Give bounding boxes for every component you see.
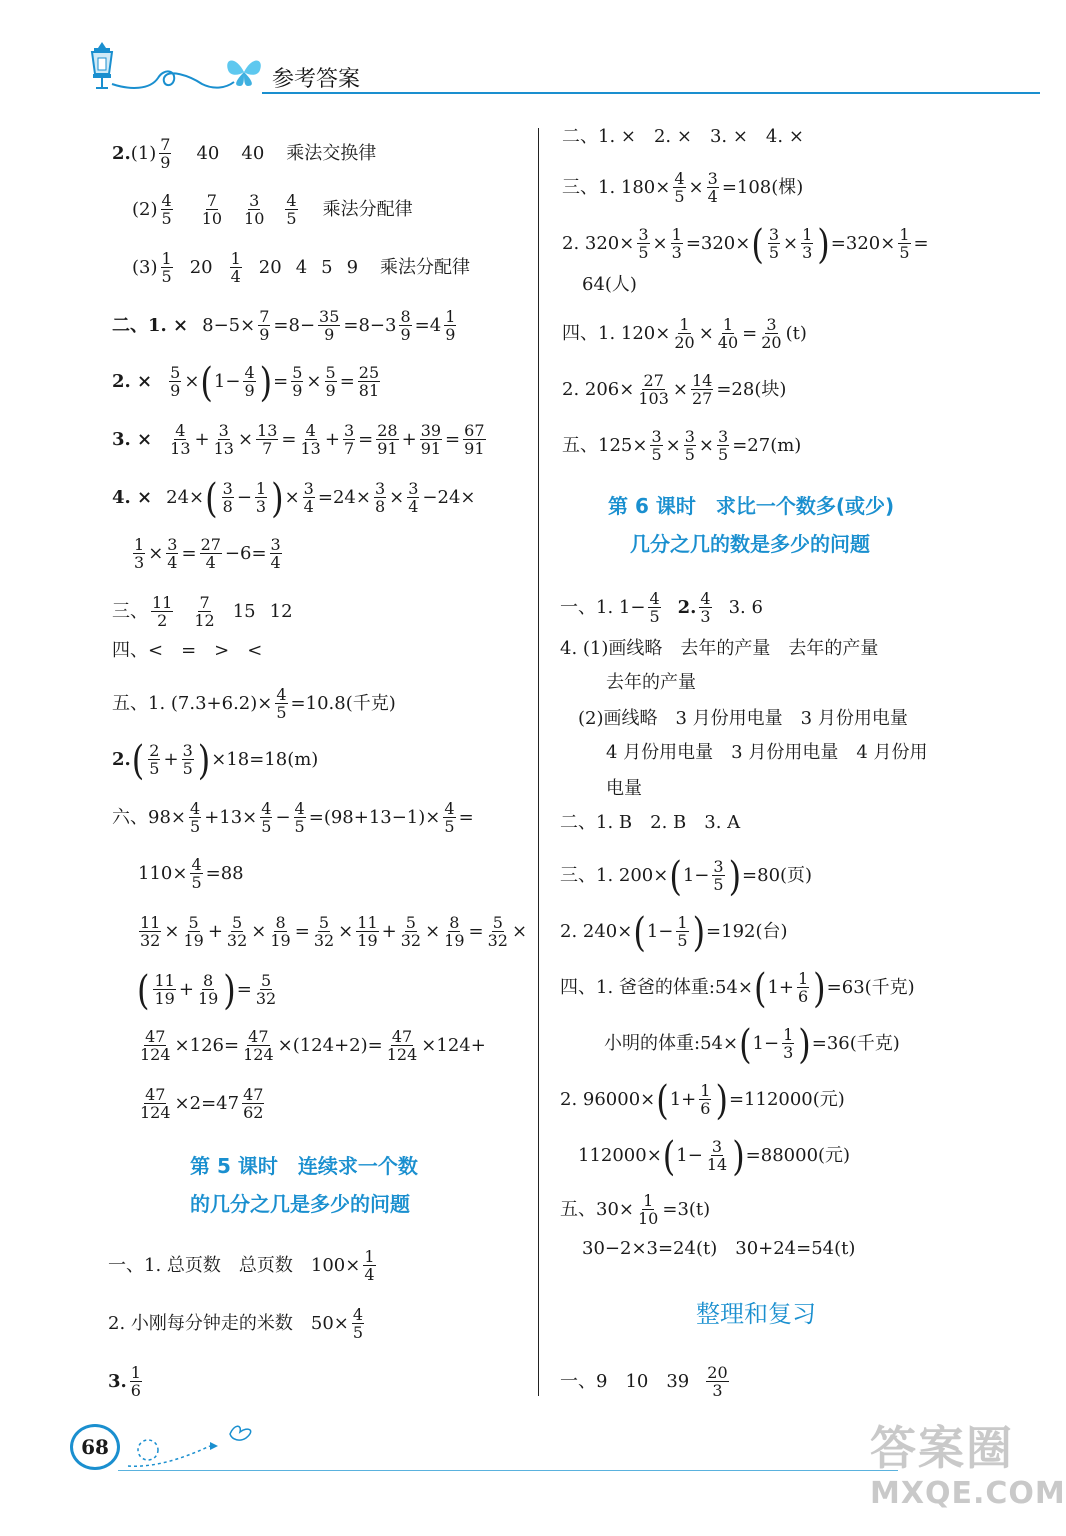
answer-line: 3. $\frac{1}{6}$ — [108, 1363, 141, 1400]
section-heading: 第 5 课时 连续求一个数 — [190, 1154, 418, 1178]
section-heading: 几分之几的数是多少的问题 — [630, 532, 870, 556]
answer-line: $\frac{11}{32}$ × $\frac{5}{19}$ + $\frac{5}{32}$ × $\frac{8}{19}$ = $\frac{5}{32}$ × $\frac{11}{19}$ + $\frac{5}{32}$ × $\frac{8}{19}$ = $\frac{5}{32}$ × — [140, 913, 528, 950]
answer-line: 一、9 10 39 $\frac{20}{3}$ — [560, 1363, 728, 1400]
answer-line: 去年的产量 — [606, 672, 696, 693]
answer-line: 五、30× $\frac{1}{10}$ =3(t) — [560, 1191, 711, 1228]
answer-line: 五、1. (7.3+6.2)× $\frac{4}{5}$ =10.8(千克) — [112, 685, 396, 722]
watermark-logo: 答案圈 MXQE.COM — [870, 1421, 1066, 1511]
answer-line: (2)画线略 3 月份用电量 3 月份用电量 — [578, 708, 908, 729]
answer-line: 2. (1) $\frac{7}{9}$ 40 40 乘法交换律 — [112, 135, 377, 172]
butterfly-icon — [222, 54, 266, 90]
answer-line: 小明的体重:54× ( 1− $\frac{1}{3}$ ) =36(千克) — [604, 1019, 900, 1068]
answer-line: (2) $\frac{4}{5}$ $\frac{7}{10}$ $\frac{3}{10}$ $\frac{4}{5}$ 乘法分配律 — [132, 191, 413, 228]
answer-line: 二、1. × 2. × 3. × 4. × — [562, 126, 804, 147]
answer-line: 2. 320× $\frac{3}{5}$ × $\frac{1}{3}$ =320× ( $\frac{3}{5}$ × $\frac{1}{3}$ ) =320× $\frac{1}{5}$ = — [562, 219, 929, 268]
answer-line: 112000× ( 1− $\frac{3}{14}$ ) =88000(元) — [578, 1131, 851, 1180]
answer-line: 三、1. 200× ( 1− $\frac{3}{5}$ ) =80(页) — [560, 851, 813, 900]
column-divider — [538, 128, 539, 1396]
answer-line: 四、< = > < — [112, 640, 263, 661]
answer-line: 30−2×3=24(t) 30+24=54(t) — [582, 1238, 856, 1259]
answer-line: 64(人) — [582, 274, 637, 295]
answer-line: (3) $\frac{1}{5}$ 20 $\frac{1}{4}$ 20 4 5 9 乘法分配律 — [132, 249, 471, 286]
answer-line: 3. × $\frac{4}{13}$ + $\frac{3}{13}$ × $\frac{13}{7}$ = $\frac{4}{13}$ + $\frac{3}{7}$ = $\frac{28}{91}$ + $\frac{39}{91}$ = $\frac{67}{91}$ — [112, 421, 485, 458]
answer-line: 110× $\frac{4}{5}$ =88 — [138, 855, 244, 892]
swirl-decoration-icon — [110, 54, 240, 94]
answer-line: 五、125× $\frac{3}{5}$ × $\frac{3}{5}$ × $\frac{3}{5}$ =27(m) — [562, 427, 802, 464]
answer-line: $\frac{1}{3}$ × $\frac{3}{4}$ = $\frac{27}{4}$ −6= $\frac{3}{4}$ — [134, 535, 281, 572]
answer-line: 四、1. 120× $\frac{1}{20}$ × $\frac{1}{40}$ = $\frac{3}{20}$ (t) — [562, 315, 807, 352]
answer-line: 六、98× $\frac{4}{5}$ +13× $\frac{4}{5}$ − $\frac{4}{5}$ =(98+13−1)× $\frac{4}{5}$ = — [112, 799, 474, 836]
answer-line: 二、1. B 2. B 3. A — [560, 812, 741, 833]
header-rule — [262, 92, 1040, 94]
section-heading: 第 6 课时 求比一个数多(或少) — [608, 494, 895, 518]
answer-line: 四、1. 爸爸的体重:54× ( 1+ $\frac{1}{6}$ ) =63(千克) — [560, 963, 915, 1012]
page-number: 68 — [70, 1424, 120, 1470]
answer-line: 2. × $\frac{5}{9}$ × ( 1− $\frac{4}{9}$ ) = $\frac{5}{9}$ × $\frac{5}{9}$ = $\frac{25}{81}$ — [112, 357, 380, 406]
page-header — [0, 0, 1041, 110]
answer-line: 4. (1)画线略 去年的产量 去年的产量 — [560, 638, 879, 659]
footer-swirl-icon — [118, 1416, 268, 1472]
answer-line: 电量 — [606, 778, 642, 799]
answer-line: 4. × 24× ( $\frac{3}{8}$ − $\frac{1}{3}$ ) × $\frac{3}{4}$ =24× $\frac{3}{8}$ × $\frac{3}{4}$ −24× — [112, 473, 476, 522]
answer-line: $\frac{47}{124}$ ×126= $\frac{47}{124}$ ×(124+2)= $\frac{47}{124}$ ×124+ — [140, 1027, 486, 1064]
answer-line: 2. 96000× ( 1+ $\frac{1}{6}$ ) =112000(元) — [560, 1075, 845, 1124]
answer-line: $\frac{47}{124}$ ×2=47 $\frac{47}{62}$ — [140, 1085, 264, 1122]
answer-line: 4 月份用电量 3 月份用电量 4 月份用 — [606, 742, 928, 763]
footer-rule — [118, 1470, 898, 1471]
answer-line: 二、1. × 8−5× $\frac{7}{9}$ =8− $\frac{35}{9}$ =8−3 $\frac{8}{9}$ =4 $\frac{1}{9}$ — [112, 307, 456, 344]
answer-line: 2. 小刚每分钟走的米数 50× $\frac{4}{5}$ — [108, 1305, 364, 1342]
answer-line: 一、1. 总页数 总页数 100× $\frac{1}{4}$ — [108, 1247, 375, 1284]
answer-line: 三、 $\frac{11}{2}$ $\frac{7}{12}$ 15 12 — [112, 593, 293, 630]
answer-line: 一、1. 1− $\frac{4}{5}$ 2. $\frac{4}{3}$ 3. 6 — [560, 589, 763, 626]
answer-line: 2. 206× $\frac{27}{103}$ × $\frac{14}{27}$ =28(块) — [562, 371, 787, 408]
header-title: 参考答案 — [272, 67, 361, 92]
answer-line: 2. 240× ( 1− $\frac{1}{5}$ ) =192(台) — [560, 907, 788, 956]
answer-line: 三、1. 180× $\frac{4}{5}$ × $\frac{3}{4}$ =108(棵) — [562, 169, 804, 206]
answer-line: ( $\frac{11}{19}$ + $\frac{8}{19}$ ) = $\frac{5}{32}$ — [137, 965, 277, 1014]
section-heading: 整理和复习 — [696, 1300, 816, 1328]
section-heading: 的几分之几是多少的问题 — [190, 1192, 410, 1216]
answer-line: 2. ( $\frac{2}{5}$ + $\frac{3}{5}$ ) ×18=18(m) — [112, 735, 319, 784]
